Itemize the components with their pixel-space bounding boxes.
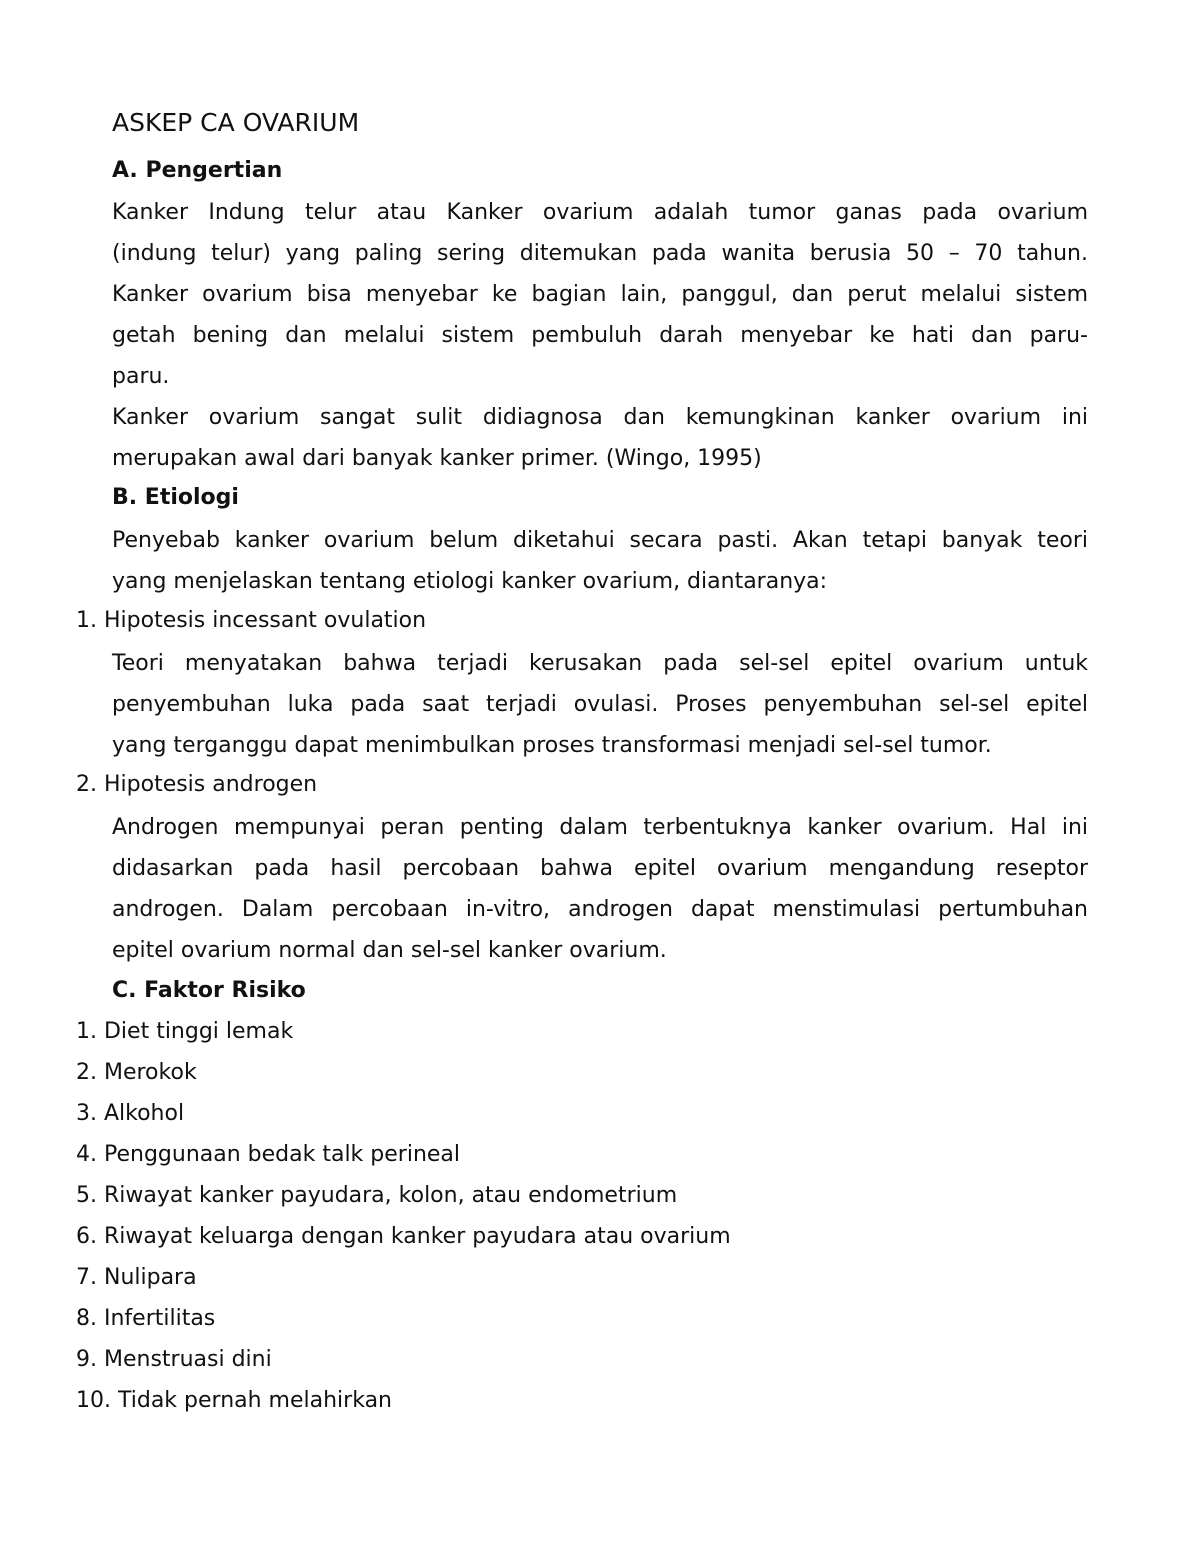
text-line: Kanker ovarium bisa menyebar ke bagian lain, panggul, dan perut melalui sistem xyxy=(112,282,1088,307)
text-line: Kanker ovarium sangat sulit didiagnosa dan kemungkinan kanker ovarium ini xyxy=(112,405,1088,430)
risk-factor-item: 6. Riwayat keluarga dengan kanker payudara atau ovarium xyxy=(76,1224,731,1249)
risk-factor-item: 7. Nulipara xyxy=(76,1265,197,1290)
text-line: Androgen mempunyai peran penting dalam terbentuknya kanker ovarium. Hal ini xyxy=(112,815,1088,840)
section-b-intro xyxy=(112,520,1088,602)
risk-factor-item: 3. Alkohol xyxy=(76,1101,185,1126)
text-line: getah bening dan melalui sistem pembuluh darah menyebar ke hati dan paru- xyxy=(112,323,1088,348)
risk-factor-item: 5. Riwayat kanker payudara, kolon, atau endometrium xyxy=(76,1183,678,1208)
risk-factor-item: 9. Menstruasi dini xyxy=(76,1347,272,1372)
text-line: yang terganggu dapat menimbulkan proses transformasi menjadi sel-sel tumor. xyxy=(112,733,992,758)
risk-factor-item: 4. Penggunaan bedak talk perineal xyxy=(76,1142,461,1167)
document-title: ASKEP CA OVARIUM xyxy=(112,108,360,137)
section-b-heading: B. Etiologi xyxy=(112,485,239,510)
text-line: Kanker Indung telur atau Kanker ovarium adalah tumor ganas pada ovarium xyxy=(112,200,1088,225)
text-line: penyembuhan luka pada saat terjadi ovulasi. Proses penyembuhan sel-sel epitel xyxy=(112,692,1088,717)
text-line: paru. xyxy=(112,364,170,389)
section-a-paragraph-1 xyxy=(112,192,1088,397)
etiology-item-2-text xyxy=(112,807,1088,971)
text-line: Penyebab kanker ovarium belum diketahui secara pasti. Akan tetapi banyak teori xyxy=(112,528,1088,553)
section-a-paragraph-2 xyxy=(112,397,1088,479)
risk-factor-item: 1. Diet tinggi lemak xyxy=(76,1019,294,1044)
text-line: merupakan awal dari banyak kanker primer. (Wingo, 1995) xyxy=(112,446,762,471)
etiology-item-1: 1. Hipotesis incessant ovulation xyxy=(76,608,427,633)
section-c-heading: C. Faktor Risiko xyxy=(112,978,306,1003)
text-line: epitel ovarium normal dan sel-sel kanker ovarium. xyxy=(112,938,667,963)
text-line: didasarkan pada hasil percobaan bahwa epitel ovarium mengandung reseptor xyxy=(112,856,1088,881)
section-a-heading: A. Pengertian xyxy=(112,158,283,183)
etiology-item-2: 2. Hipotesis androgen xyxy=(76,772,318,797)
risk-factor-item: 8. Infertilitas xyxy=(76,1306,216,1331)
risk-factor-item: 2. Merokok xyxy=(76,1060,197,1085)
etiology-item-1-text xyxy=(112,643,1088,766)
risk-factor-item: 10. Tidak pernah melahirkan xyxy=(76,1388,392,1413)
text-line: (indung telur) yang paling sering ditemukan pada wanita berusia 50 – 70 tahun. xyxy=(112,241,1088,266)
text-line: androgen. Dalam percobaan in-vitro, androgen dapat menstimulasi pertumbuhan xyxy=(112,897,1088,922)
text-line: yang menjelaskan tentang etiologi kanker ovarium, diantaranya: xyxy=(112,569,828,594)
text-line: Teori menyatakan bahwa terjadi kerusakan pada sel-sel epitel ovarium untuk xyxy=(112,651,1088,676)
